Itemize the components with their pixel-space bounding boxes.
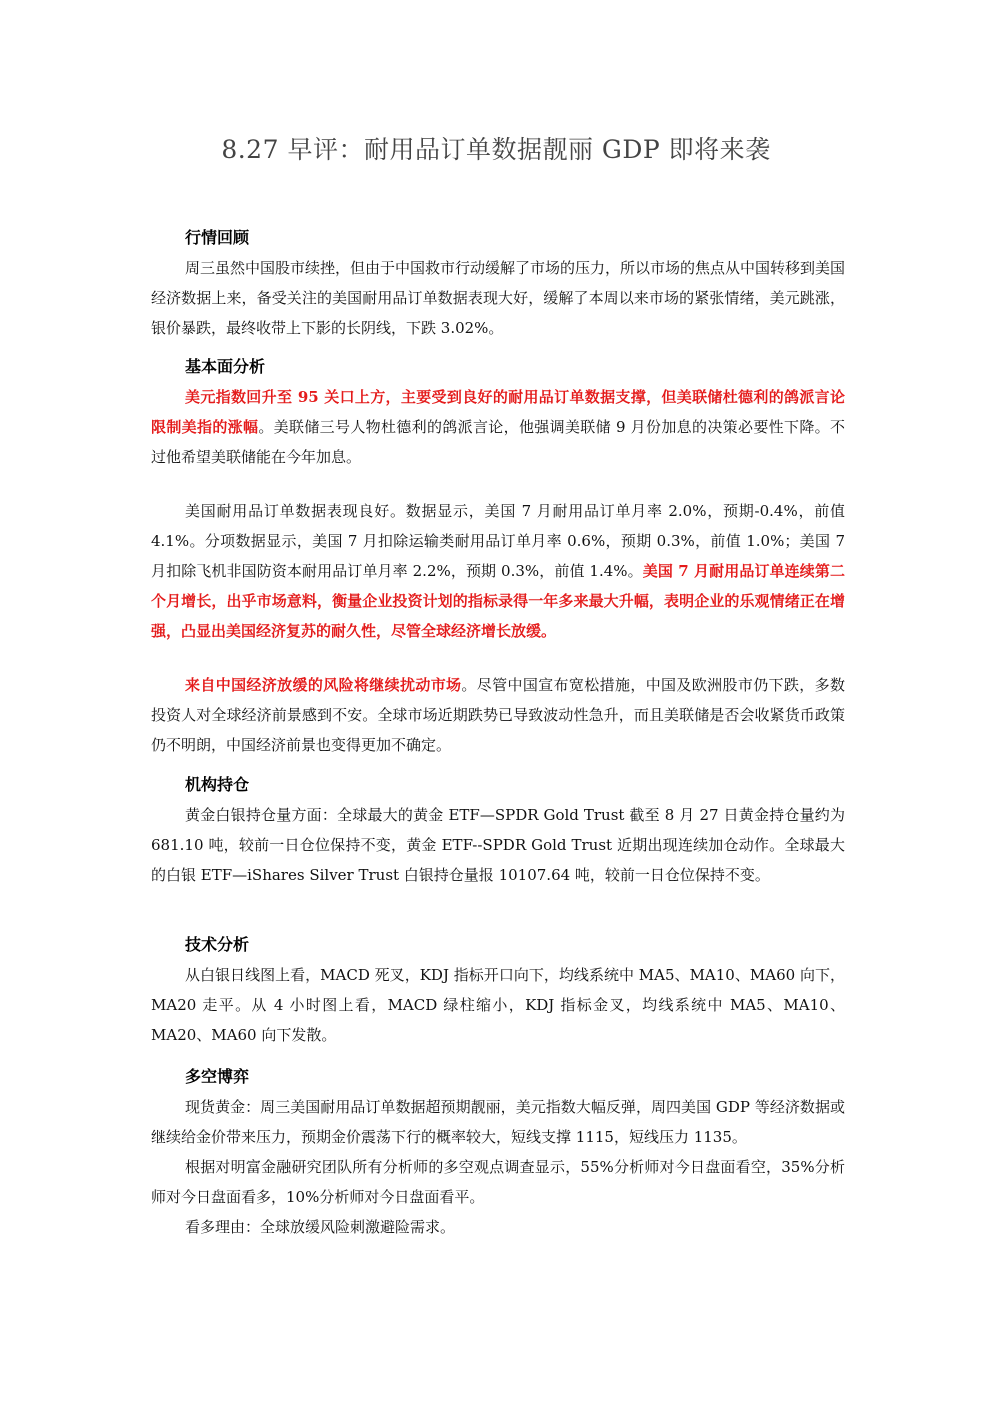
- section-heading: 多空博弈: [185, 1067, 250, 1086]
- section-technical-analysis: [151, 930, 845, 1050]
- paragraph-text: 美国耐用品订单数据表现良好。数据显示，美国 7 月耐用品订单月率 2.0%，预期-0.4%，前值 4.1%。分项数据显示，美国 7 月扣除运输类耐用品订单月率 0.6%，预期 0.3%，前值 1.0%；美国 7 月扣除飞机非国防资本耐用品订单月率 2.2%，预期 0.3%，前值 1.4%。: [151, 502, 845, 580]
- paragraph: [151, 496, 845, 646]
- paragraph: 现货黄金：周三美国耐用品订单数据超预期靓丽，美元指数大幅反弹，周四美国 GDP 等经济数据或继续给金价带来压力，预期金价震荡下行的概率较大，短线支撑 1115，短线压力 1135。: [151, 1098, 845, 1146]
- paragraph-text: 。尽管中国宣布宽松措施，中国及欧洲股市仍下跌，多数投资人对全球经济前景感到不安。全球市场近期跌势已导致波动性急升，而且美联储是否会收紧货币政策仍不明朗，中国经济前景也变得更加不确定。: [151, 676, 845, 754]
- section-heading: 机构持仓: [185, 775, 250, 794]
- highlight-text: 美元指数回升至 95 关口上方，主要受到良好的耐用品订单数据支撑，但美联储杜德利的鸽派言论限制美指的涨幅: [151, 388, 845, 436]
- section-institutional-holdings: [151, 770, 845, 890]
- spacer: [151, 646, 845, 670]
- section-fundamental-analysis: [151, 352, 845, 760]
- paragraph: [151, 670, 845, 760]
- section-bull-bear: [151, 1062, 845, 1242]
- section-heading: 行情回顾: [185, 228, 250, 247]
- paragraph: 根据对明富金融研究团队所有分析师的多空观点调查显示，55%分析师对今日盘面看空，35%分析师对今日盘面看多，10%分析师对今日盘面看平。: [151, 1158, 845, 1206]
- paragraph-text: 。美联储三号人物杜德利的鸽派言论，他强调美联储 9 月份加息的决策必要性下降。不过他希望美联储能在今年加息。: [151, 418, 845, 466]
- section-heading: 技术分析: [185, 935, 250, 954]
- document-title: 8.27 早评：耐用品订单数据靓丽 GDP 即将来袭: [221, 135, 771, 164]
- section-heading: 基本面分析: [185, 357, 266, 376]
- paragraph: 看多理由：全球放缓风险刺激避险需求。: [185, 1218, 456, 1236]
- highlight-text: 美国 7 月耐用品订单连续第二个月增长，出乎市场意料，衡量企业投资计划的指标录得一年多来最大升幅，表明企业的乐观情绪正在增强，凸显出美国经济复苏的耐久性，尽管全球经济增长放缓。: [151, 562, 845, 640]
- paragraph: 周三虽然中国股市续挫，但由于中国救市行动缓解了市场的压力，所以市场的焦点从中国转移到美国经济数据上来，备受关注的美国耐用品订单数据表现大好，缓解了本周以来市场的紧张情绪，美元跳涨，银价暴跌，最终收带上下影的长阴线，下跌 3.02%。: [151, 259, 846, 337]
- paragraph: 从白银日线图上看，MACD 死叉，KDJ 指标开口向下，均线系统中 MA5、MA10、MA60 向下，MA20 走平。从 4 小时图上看，MACD 绿柱缩小，KDJ 指标金叉，均线系统中 MA5、MA10、MA20、MA60 向下发散。: [151, 966, 845, 1044]
- paragraph: [151, 382, 845, 472]
- spacer: [151, 472, 845, 496]
- paragraph: 黄金白银持仓量方面：全球最大的黄金 ETF—SPDR Gold Trust 截至 8 月 27 日黄金持仓量约为 681.10 吨，较前一日仓位保持不变，黄金 ETF--SPDR Gold Trust 近期出现连续加仓动作。全球最大的白银 ETF—iShares Silver Trust 白银持仓量报 10107.64 吨，较前一日仓位保持不变。: [151, 806, 845, 884]
- highlight-text: 来自中国经济放缓的风险将继续扰动市场: [185, 676, 462, 694]
- section-market-review: [151, 223, 845, 343]
